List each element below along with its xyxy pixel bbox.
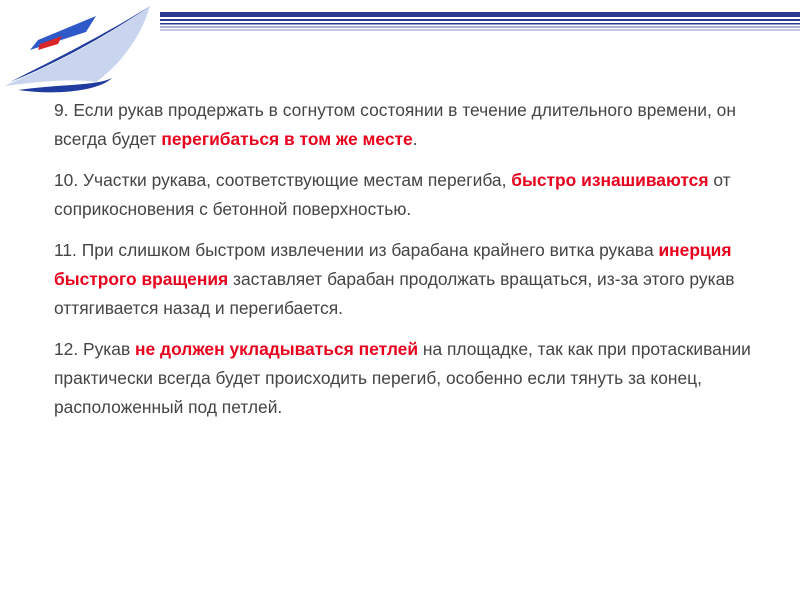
paragraph-12	[54, 335, 774, 422]
paragraph-10	[54, 166, 774, 224]
highlight-text: быстро изнашиваются	[511, 170, 709, 190]
slide-content	[54, 96, 774, 434]
text-segment: 11. При слишком быстром извлечении из барабана крайнего витка рукава	[54, 240, 659, 260]
text-segment: на площадке, так как при протаскивании практически всегда будет происходить перегиб, особенно если тянуть за конец, расположенный под петлей.	[54, 339, 751, 417]
text-segment: .	[412, 129, 418, 149]
paragraph-11	[54, 236, 774, 323]
highlight-text: не должен укладываться петлей	[135, 339, 419, 359]
paragraph-9	[54, 96, 774, 154]
text-segment: 12. Рукав	[54, 339, 136, 359]
header-rule-lines	[160, 10, 800, 40]
highlight-text: перегибаться в том же месте	[161, 129, 413, 149]
book-wing-logo-icon	[0, 0, 170, 100]
text-segment: 10. Участки рукава, соответствующие местам перегиба,	[54, 170, 512, 190]
text-segment: 9. Если рукав продержать в согнутом состоянии в течение длительного времени, он всегда будет	[54, 100, 736, 149]
text-segment: заставляет барабан продолжать вращаться, из-за этого рукав оттягивается назад и перегибается.	[54, 269, 735, 318]
text-segment: от соприкосновения с бетонной поверхностью.	[54, 170, 731, 219]
highlight-text: инерция быстрого вращения	[54, 240, 732, 289]
